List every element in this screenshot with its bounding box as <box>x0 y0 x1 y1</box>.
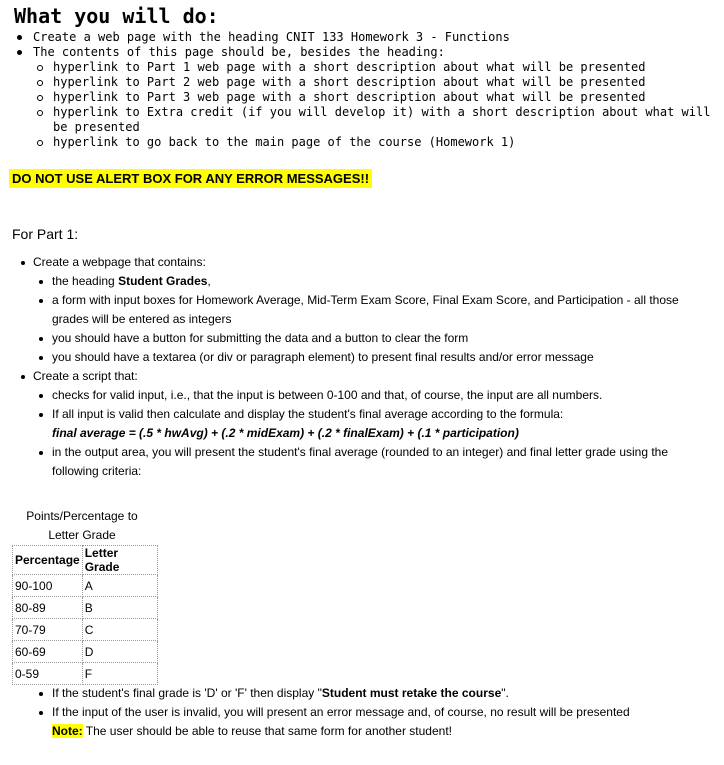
sub-list-item: you should have a button for submitting the data and a button to clear the form <box>0 329 692 348</box>
letter-grade-cell: B <box>82 597 157 619</box>
table-header-row <box>13 546 158 575</box>
percentage-cell: 70-79 <box>13 619 83 641</box>
table-row <box>13 641 158 663</box>
percentage-cell: 90-100 <box>13 575 83 597</box>
grade-table-caption: Points/Percentage to Letter Grade <box>26 509 138 542</box>
page-heading: What you will do: <box>14 4 219 28</box>
warning-banner: DO NOT USE ALERT BOX FOR ANY ERROR MESSAGES!! <box>9 169 372 188</box>
letter-grade-cell: D <box>82 641 157 663</box>
letter-grade-cell: F <box>82 663 157 685</box>
sub-list-item: a form with input boxes for Homework Average, Mid-Term Exam Score, Final Exam Score, and Participation - all those grades will be entered as integers <box>0 291 692 329</box>
note-line <box>0 722 724 741</box>
part1-title: For Part 1: <box>12 226 79 242</box>
sub-list-item: checks for valid input, i.e., that the input is between 0-100 and that, of course, the input are all numbers. <box>0 386 692 405</box>
sub-list-item: If the input of the user is invalid, you will present an error message and, of course, no result will be presented <box>0 703 692 722</box>
column-header: Percentage <box>13 546 83 575</box>
emphasis-text: Student must retake the course <box>321 686 502 700</box>
sub-list-item: hyperlink to Part 2 web page with a short description about what will be presented <box>17 75 724 90</box>
percentage-cell: 60-69 <box>13 641 83 663</box>
emphasis-text: Student Grades <box>118 274 208 288</box>
item-text: If the student's final grade is 'D' or 'F' then display " <box>52 686 322 700</box>
sub-list-item: hyperlink to Extra credit (if you will develop it) with a short description about what will be presented <box>17 105 724 135</box>
sub-list-item <box>0 272 692 291</box>
percentage-cell: 80-89 <box>13 597 83 619</box>
table-row <box>13 619 158 641</box>
sub-list-item: hyperlink to Part 3 web page with a short description about what will be presented <box>17 90 724 105</box>
grade-table <box>12 545 158 685</box>
list-item: Create a webpage that contains: <box>0 253 724 272</box>
table-row <box>13 663 158 685</box>
column-header: Letter Grade <box>82 546 157 575</box>
note-text: The user should be able to reuse that same form for another student! <box>82 724 452 738</box>
item-text: ". <box>501 686 509 700</box>
percentage-cell: 0-59 <box>13 663 83 685</box>
item-text: , <box>207 274 211 288</box>
letter-grade-cell: C <box>82 619 157 641</box>
note-label: Note: <box>52 724 83 738</box>
requirements-list <box>17 30 724 150</box>
sub-list-item: hyperlink to go back to the main page of the course (Homework 1) <box>17 135 724 150</box>
part1-instructions <box>0 253 724 481</box>
list-item: Create a web page with the heading CNIT 133 Homework 3 - Functions <box>17 30 724 45</box>
sub-list-item <box>0 684 692 703</box>
sub-list-item: you should have a textarea (or div or paragraph element) to present final results and/or error message <box>0 348 692 367</box>
formula: final average = (.5 * hwAvg) + (.2 * midExam) + (.2 * finalExam) + (.1 * participation) <box>52 426 519 440</box>
sub-list-item: in the output area, you will present the student's final average (rounded to an integer) and final letter grade using the following criteria: <box>0 443 692 481</box>
item-text: the heading <box>52 274 119 288</box>
sub-list-item: hyperlink to Part 1 web page with a short description about what will be presented <box>17 60 724 75</box>
post-table-instructions <box>0 684 724 741</box>
list-item: Create a script that: <box>0 367 724 386</box>
table-row <box>13 597 158 619</box>
table-row <box>13 575 158 597</box>
letter-grade-cell: A <box>82 575 157 597</box>
list-item: The contents of this page should be, besides the heading: <box>17 45 724 60</box>
sub-list-item: If all input is valid then calculate and display the student's final average according to the formula: <box>0 405 692 424</box>
